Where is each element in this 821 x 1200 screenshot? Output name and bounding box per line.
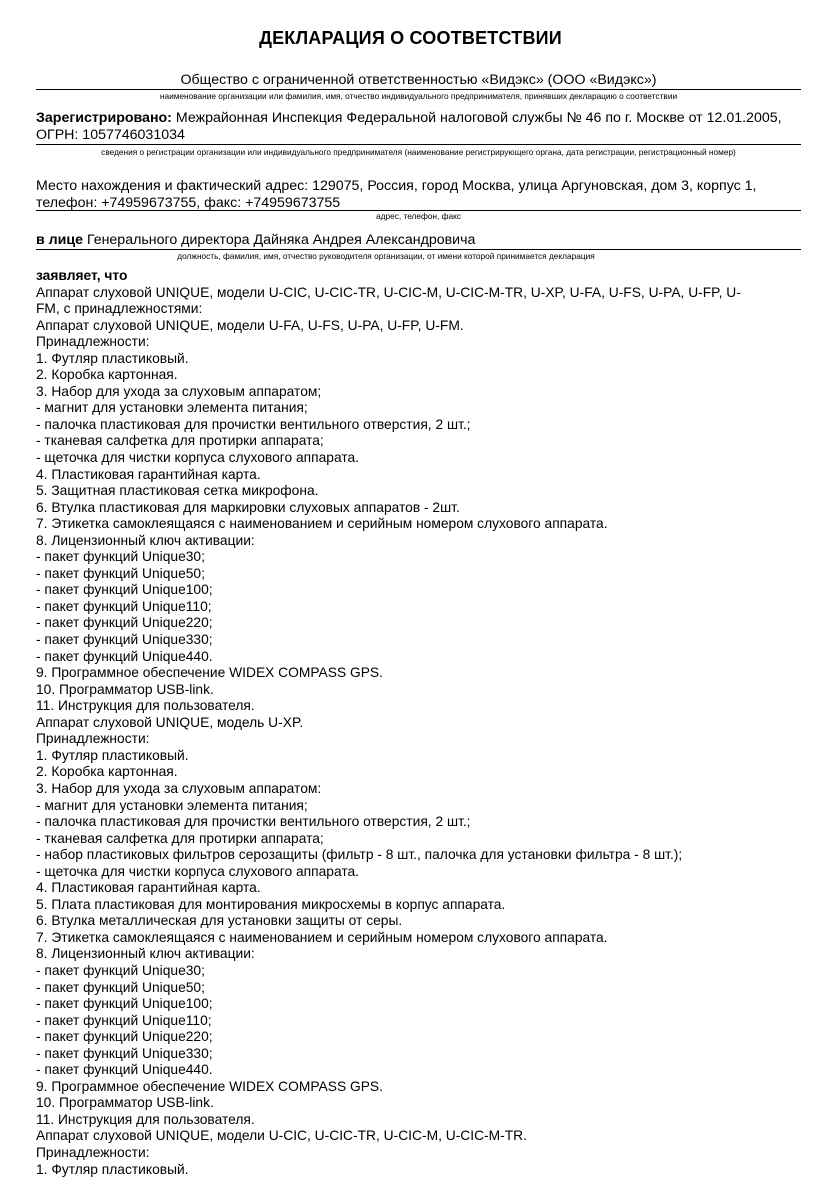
declaration-line: Аппарат слуховой UNIQUE, модели U-FA, U-FS, U-PA, U-FP, U-FM.	[36, 317, 464, 333]
declaration-line: - пакет функций Unique30;	[36, 549, 205, 565]
declaration-line: - пакет функций Unique110;	[36, 1012, 212, 1028]
declaration-line: - пакет функций Unique50;	[36, 565, 205, 581]
declaration-line: - пакет функций Unique330;	[36, 632, 213, 648]
declaration-line: Аппарат слуховой UNIQUE, модели U-CIC, U-CIC-TR, U-CIC-M, U-CIC-M-TR, U-XP, U-FA, U-FS, U-PA, U-FP, U-	[36, 284, 741, 300]
registration-rule	[36, 144, 801, 145]
declaration-line: 1. Футляр пластиковый.	[36, 1161, 189, 1177]
declaration-lines	[36, 285, 806, 1179]
declaration-line: - пакет функций Unique50;	[36, 979, 205, 995]
registration-caption: сведения о регистрации организации или индивидуального предпринимателя (наименование регистрирующего органа, дата регистрации, регистрационный номер)	[101, 147, 736, 157]
declaration-line: - щеточка для чистки корпуса слухового аппарата.	[36, 450, 360, 466]
declaration-line: - пакет функций Unique440.	[36, 1062, 213, 1078]
declaration-line: - магнит для установки элемента питания;	[36, 797, 308, 813]
person-text: Генерального директора Дайняка Андрея Александровича	[83, 232, 476, 248]
document-title: ДЕКЛАРАЦИЯ О СООТВЕТСТВИИ	[259, 28, 562, 48]
declares-label: заявляет, что	[36, 268, 128, 283]
declaration-line: - пакет функций Unique110;	[36, 598, 212, 614]
declaration-line: 2. Коробка картонная.	[36, 367, 178, 383]
person-rule	[36, 249, 801, 250]
declaration-line: 8. Лицензионный ключ активации:	[36, 532, 255, 548]
registration-label: Зарегистрировано:	[36, 110, 172, 126]
declaration-line: - палочка пластиковая для прочистки вентильного отверстия, 2 шт.;	[36, 416, 471, 432]
person-label: в лице	[36, 232, 84, 248]
declaration-line: 9. Программное обеспечение WIDEX COMPASS GPS.	[36, 665, 383, 681]
address-block: Место нахождения и фактический адрес: 129075, Россия, город Москва, улица Аргуновская, дом 3, корпус 1, телефон: +74959673755, факс: +74959673755	[36, 178, 757, 211]
declaration-line: 5. Плата пластиковая для монтирования микросхемы в корпус аппарата.	[36, 896, 506, 912]
organization-name: Общество с ограниченной ответственностью «Видэкс» (ООО «Видэкс»)	[180, 72, 657, 88]
declaration-line: 5. Защитная пластиковая сетка микрофона.	[36, 483, 319, 499]
declaration-line: 10. Программатор USB-link.	[36, 1095, 214, 1111]
declaration-line: - набор пластиковых фильтров серозащиты (фильтр - 8 шт., палочка для установки фильтра - 8 шт.);	[36, 847, 683, 863]
declaration-line: 6. Втулка пластиковая для маркировки слуховых аппаратов - 2шт.	[36, 499, 460, 515]
declaration-line: 3. Набор для ухода за слуховым аппаратом:	[36, 780, 322, 796]
registration-block	[36, 110, 801, 143]
person-caption: должность, фамилия, имя, отчество руководителя организации, от имени которой принимается декларация	[177, 251, 595, 261]
declaration-line: 10. Программатор USB-link.	[36, 681, 214, 697]
declaration-line: - пакет функций Unique330;	[36, 1045, 213, 1061]
declaration-line: FM, с принадлежностями:	[36, 301, 203, 317]
declaration-line: - магнит для установки элемента питания;	[36, 400, 308, 416]
declaration-body	[36, 268, 806, 1178]
declaration-line: 6. Втулка металлическая для установки защиты от серы.	[36, 913, 403, 929]
declaration-line: 1. Футляр пластиковый.	[36, 747, 189, 763]
declaration-line: 2. Коробка картонная.	[36, 764, 178, 780]
declaration-line: 1. Футляр пластиковый.	[36, 350, 189, 366]
declaration-line: 4. Пластиковая гарантийная карта.	[36, 880, 261, 896]
declaration-line: - пакет функций Unique30;	[36, 962, 205, 978]
declaration-line: 7. Этикетка самоклеящаяся с наименованием и серийным номером слухового аппарата.	[36, 516, 608, 532]
declaration-line: - пакет функций Unique100;	[36, 582, 213, 598]
declaration-line: 7. Этикетка самоклеящаяся с наименованием и серийным номером слухового аппарата.	[36, 929, 608, 945]
declaration-line: Аппарат слуховой UNIQUE, модель U-XP.	[36, 714, 304, 730]
declaration-line: - пакет функций Unique220;	[36, 615, 213, 631]
declaration-line: - пакет функций Unique100;	[36, 996, 213, 1012]
organization-rule	[36, 89, 801, 90]
declaration-line: 3. Набор для ухода за слуховым аппаратом;	[36, 383, 322, 399]
declaration-line: Принадлежности:	[36, 1144, 150, 1160]
declaration-line: 4. Пластиковая гарантийная карта.	[36, 466, 261, 482]
declaration-line: - пакет функций Unique440.	[36, 648, 213, 664]
declaration-line: - тканевая салфетка для протирки аппарата;	[36, 433, 324, 449]
declaration-line: - тканевая салфетка для протирки аппарата;	[36, 830, 324, 846]
declaration-line: - палочка пластиковая для прочистки вентильного отверстия, 2 шт.;	[36, 814, 471, 830]
person-block	[36, 232, 801, 249]
declaration-line: 11. Инструкция для пользователя.	[36, 698, 255, 714]
declaration-line: Принадлежности:	[36, 334, 150, 350]
declaration-line: Аппарат слуховой UNIQUE, модели U-CIC, U-CIC-TR, U-CIC-M, U-CIC-M-TR.	[36, 1128, 527, 1144]
declaration-line: 9. Программное обеспечение WIDEX COMPASS GPS.	[36, 1078, 383, 1094]
declaration-line: Принадлежности:	[36, 731, 150, 747]
address-caption: адрес, телефон, факс	[376, 211, 461, 221]
registration-text: Межрайонная Инспекция Федеральной налоговой службы № 46 по г. Москве от 12.01.2005, ОГРН: 1057746031034	[36, 110, 782, 143]
organization-caption: наименование организации или фамилия, имя, отчество индивидуального предпринимателя, принявших декларацию о соответствии	[159, 91, 678, 101]
declaration-line: 8. Лицензионный ключ активации:	[36, 946, 255, 962]
declaration-line: - пакет функций Unique220;	[36, 1029, 213, 1045]
declaration-line: 11. Инструкция для пользователя.	[36, 1111, 255, 1127]
declaration-line: - щеточка для чистки корпуса слухового аппарата.	[36, 863, 360, 879]
